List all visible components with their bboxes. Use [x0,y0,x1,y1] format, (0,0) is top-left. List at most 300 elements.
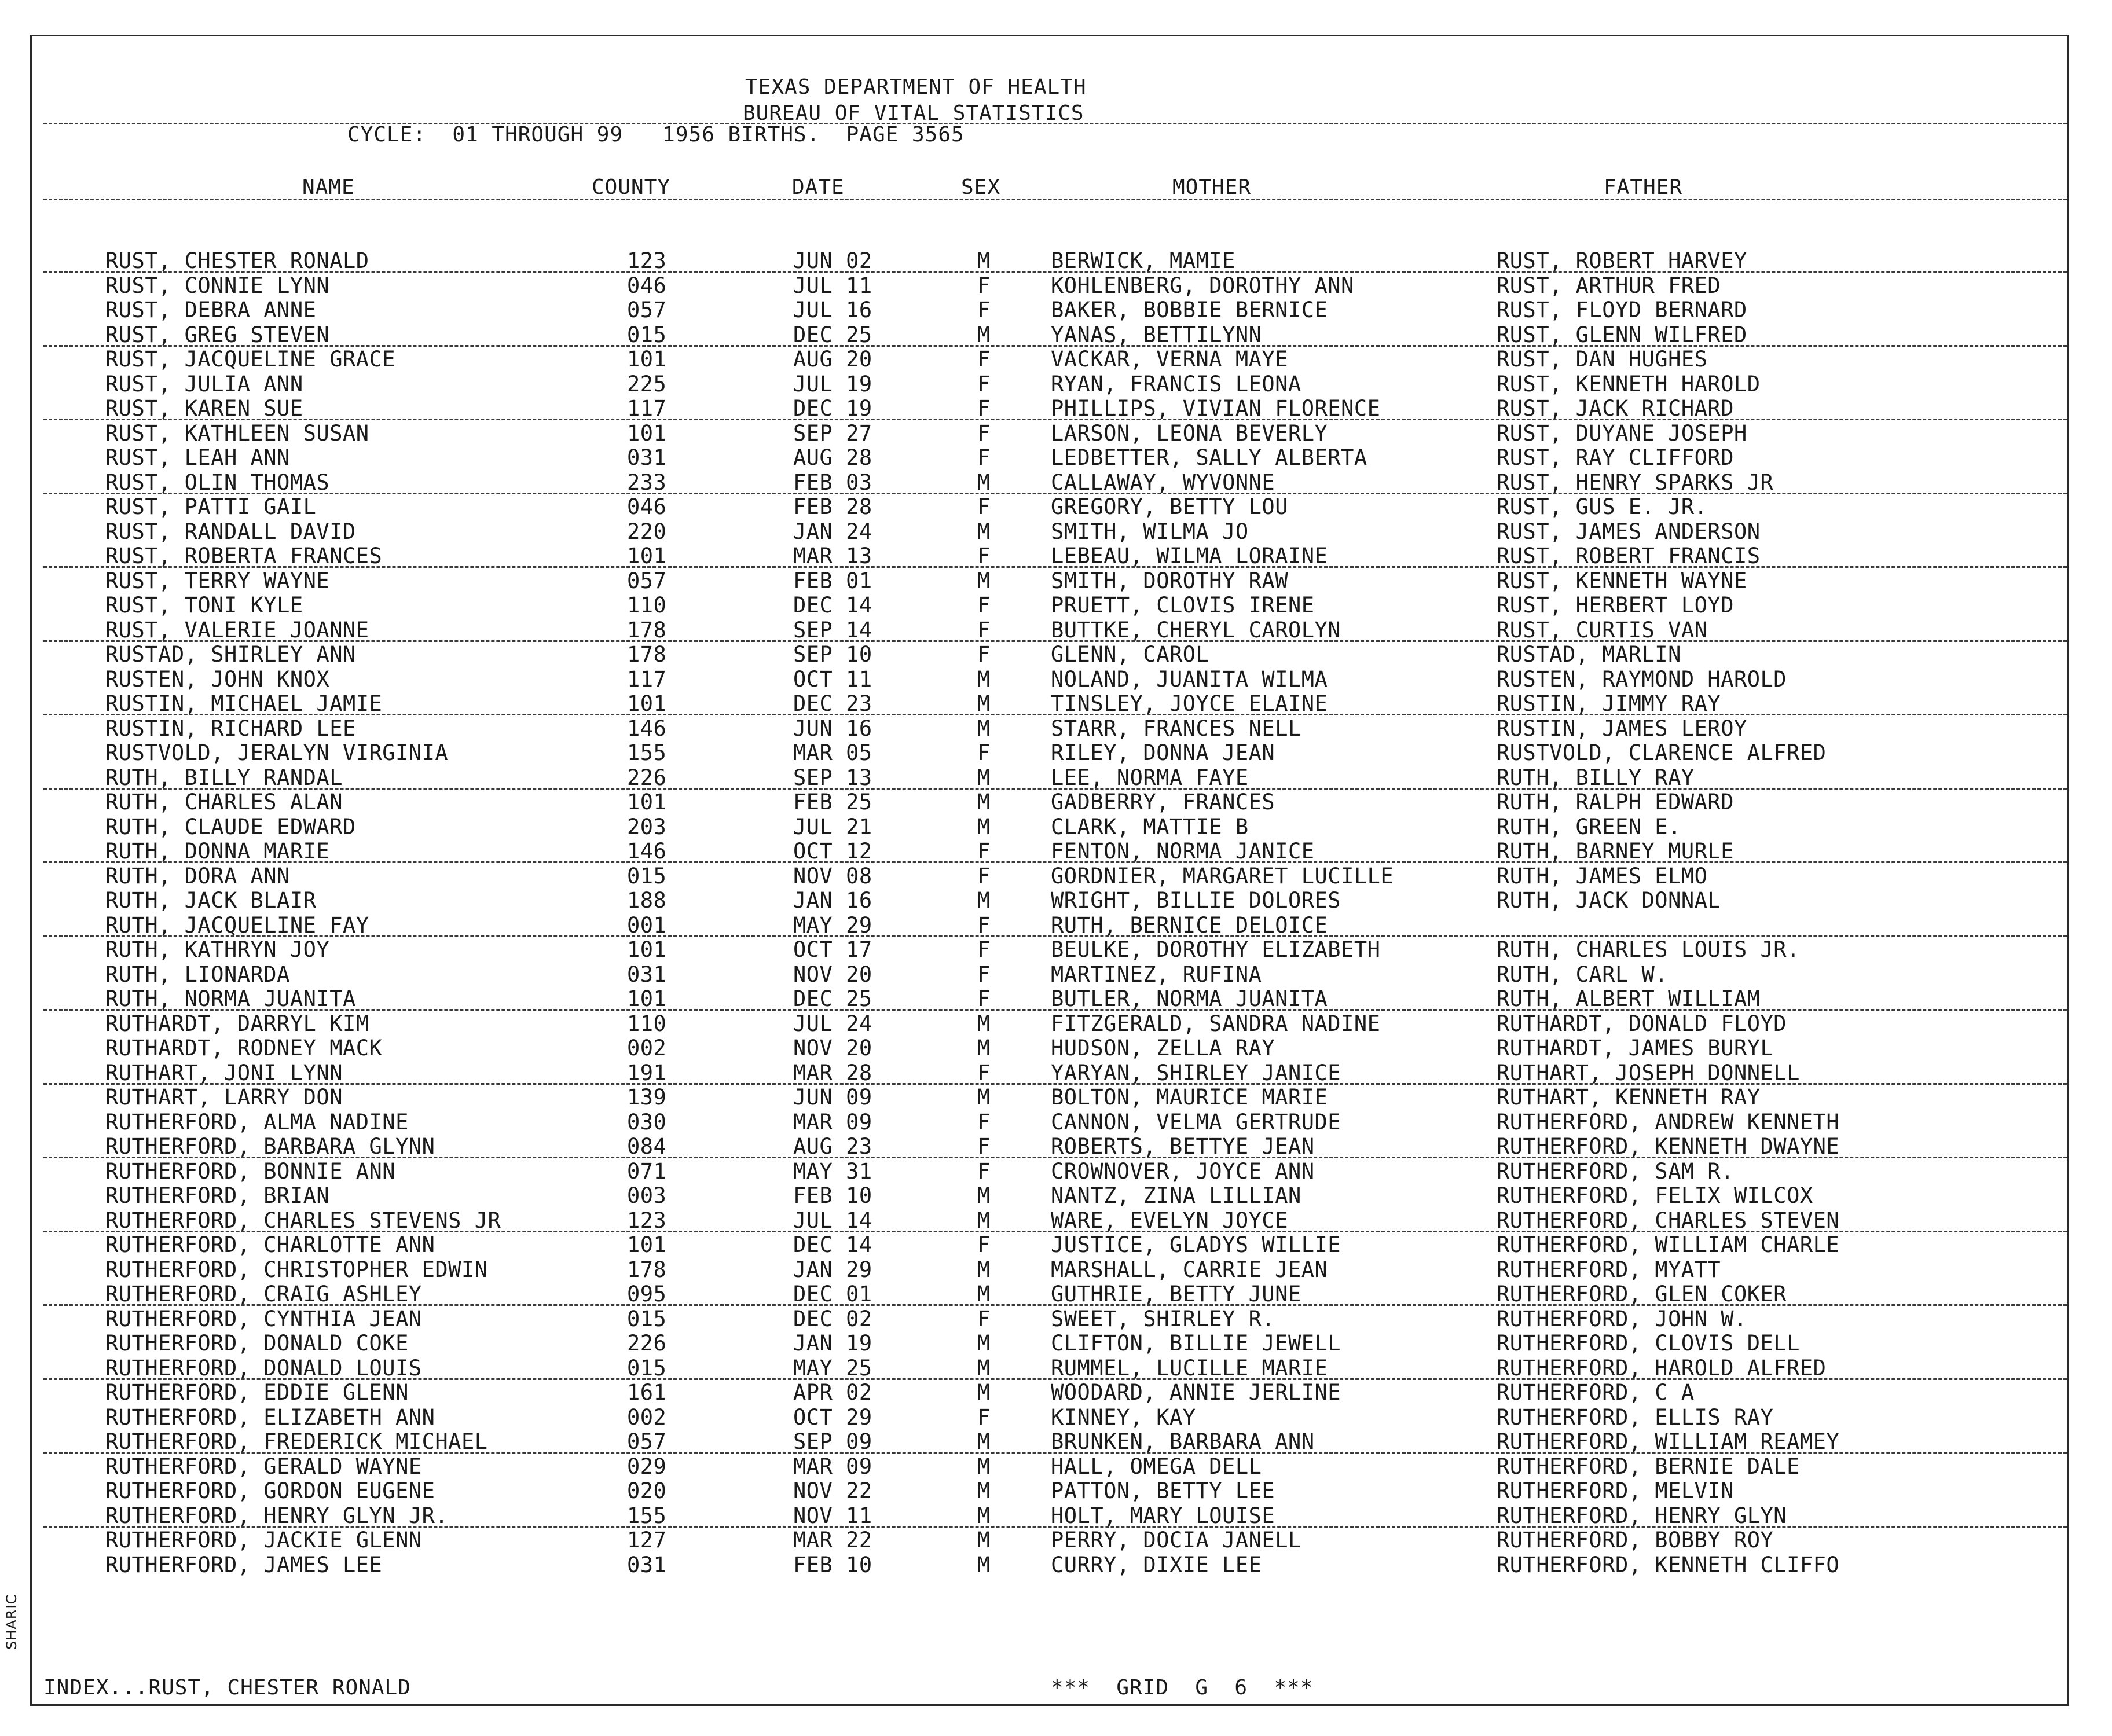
cell-mother: KINNEY, KAY [1051,1404,1196,1430]
cell-date: AUG 23 [793,1134,872,1159]
row-rule [43,861,2067,863]
cell-sex: M [977,1429,991,1454]
cell-date: JUL 11 [793,273,872,298]
cell-father: RUTH, JACK DONNAL [1497,888,1721,913]
cell-date: SEP 10 [793,642,872,667]
cell-mother: KOHLENBERG, DOROTHY ANN [1051,273,1354,298]
cell-county: 139 [627,1085,667,1110]
cell-date: NOV 20 [793,1036,872,1060]
cell-name: RUTHERFORD, CRAIG ASHLEY [105,1282,422,1306]
cell-sex: F [977,494,991,519]
cell-name: RUST, DEBRA ANNE [105,298,317,322]
table-row [0,1085,2112,1110]
cell-name: RUTH, KATHRYN JOY [105,937,330,962]
table-row [0,1209,2112,1233]
cell-date: MAY 31 [793,1158,872,1184]
cell-sex: F [977,863,991,889]
cell-sex: F [977,912,991,938]
table-row [0,372,2112,397]
cell-sex: M [977,469,991,495]
cell-name: RUTH, BILLY RANDAL [105,765,343,790]
cell-date: OCT 12 [793,839,872,864]
cell-county: 178 [627,617,667,643]
cell-mother: GLENN, CAROL [1051,642,1209,667]
column-header-sex: SEX [961,175,1001,199]
cell-father: RUTHERFORD, C A [1497,1380,1695,1405]
cell-county: 191 [627,1060,667,1085]
cell-mother: WOODARD, ANNIE JERLINE [1051,1380,1341,1405]
cell-sex: M [977,814,991,839]
cell-county: 015 [627,322,667,347]
table-row [0,1479,2112,1503]
table-row [0,864,2112,889]
cell-mother: NANTZ, ZINA LILLIAN [1051,1183,1301,1208]
cell-mother: CLIFTON, BILLIE JEWELL [1051,1331,1341,1356]
cell-date: JUN 09 [793,1085,872,1110]
cell-date: SEP 09 [793,1429,872,1454]
cell-father: RUTHERFORD, HENRY GLYN [1497,1503,1787,1528]
cell-mother: LEDBETTER, SALLY ALBERTA [1051,445,1367,470]
cell-father: RUST, DAN HUGHES [1497,347,1708,372]
table-row [0,298,2112,322]
cell-father: RUSTVOLD, CLARENCE ALFRED [1497,740,1827,765]
cell-mother: LEE, NORMA FAYE [1051,765,1249,790]
cell-father: RUST, GUS E. JR. [1497,494,1708,519]
cell-sex: F [977,396,991,421]
cell-date: DEC 14 [793,593,872,618]
cell-date: JUL 16 [793,298,872,322]
cell-father: RUSTAD, MARLIN [1497,642,1681,667]
cell-sex: F [977,1109,991,1135]
cell-mother: ROBERTS, BETTYE JEAN [1051,1134,1315,1159]
cell-county: 220 [627,519,667,544]
cell-date: MAR 09 [793,1109,872,1135]
cell-date: FEB 03 [793,469,872,495]
cell-father: RUTHART, KENNETH RAY [1497,1085,1761,1110]
cell-date: SEP 13 [793,765,872,790]
cell-county: 178 [627,642,667,667]
cell-mother: RUMMEL, LUCILLE MARIE [1051,1355,1328,1381]
table-row [0,544,2112,568]
cell-father: RUTH, CHARLES LOUIS JR. [1497,937,1800,962]
cell-father: RUTHERFORD, GLEN COKER [1497,1282,1787,1306]
column-header-mother: MOTHER [1172,175,1252,199]
table-row [0,1504,2112,1528]
cell-county: 101 [627,347,667,372]
table-row [0,1553,2112,1577]
cell-father: RUST, JAMES ANDERSON [1497,519,1761,544]
cell-father: RUTHART, JOSEPH DONNELL [1497,1060,1800,1085]
cell-date: NOV 08 [793,863,872,889]
cell-county: 020 [627,1478,667,1503]
cell-mother: BOLTON, MAURICE MARIE [1051,1085,1328,1110]
cell-sex: F [977,371,991,397]
cell-name: RUST, ROBERTA FRANCES [105,544,383,568]
cell-father: RUTHERFORD, WILLIAM CHARLE [1497,1232,1840,1257]
cell-name: RUTHERFORD, ALMA NADINE [105,1109,409,1135]
cell-date: JUN 02 [793,248,872,273]
cell-name: RUST, JULIA ANN [105,371,303,397]
cell-county: 203 [627,814,667,839]
cell-name: RUTHARDT, DARRYL KIM [105,1011,369,1036]
table-row [0,274,2112,298]
cell-county: 146 [627,839,667,864]
cell-mother: YARYAN, SHIRLEY JANICE [1051,1060,1341,1085]
cell-date: OCT 11 [793,666,872,692]
cell-county: 127 [627,1528,667,1553]
table-row [0,1036,2112,1060]
cell-name: RUSTAD, SHIRLEY ANN [105,642,356,667]
footer-index: INDEX...RUST, CHESTER RONALD [43,1676,411,1700]
cell-county: 046 [627,273,667,298]
cell-mother: HOLT, MARY LOUISE [1051,1503,1275,1528]
cell-mother: GUTHRIE, BETTY JUNE [1051,1282,1301,1306]
cell-county: 095 [627,1282,667,1306]
cell-date: JAN 24 [793,519,872,544]
cell-name: RUTHERFORD, BONNIE ANN [105,1158,396,1184]
row-rule [43,566,2067,568]
cell-father: RUST, HERBERT LOYD [1497,593,1734,618]
cell-name: RUTH, LIONARDA [105,961,290,987]
cell-name: RUTH, DONNA MARIE [105,839,330,864]
cell-father: RUTHERFORD, JOHN W. [1497,1306,1747,1331]
cell-date: JUL 19 [793,371,872,397]
cell-sex: F [977,1404,991,1430]
cell-mother: YANAS, BETTILYNN [1051,322,1262,347]
cell-date: OCT 17 [793,937,872,962]
cell-mother: WARE, EVELYN JOYCE [1051,1208,1288,1233]
cell-date: DEC 02 [793,1306,872,1331]
cell-sex: M [977,1282,991,1306]
cell-name: RUTHERFORD, HENRY GLYN JR. [105,1503,449,1528]
cell-date: MAR 05 [793,740,872,765]
cell-county: 101 [627,986,667,1011]
cell-name: RUTHERFORD, GORDON EUGENE [105,1478,435,1503]
column-header-county: COUNTY [592,175,671,199]
cell-name: RUTHERFORD, JAMES LEE [105,1552,383,1577]
cell-name: RUTH, JACK BLAIR [105,888,317,913]
cell-sex: M [977,248,991,273]
cell-date: SEP 27 [793,420,872,446]
cell-county: 031 [627,961,667,987]
cell-county: 015 [627,863,667,889]
cell-father: RUSTIN, JAMES LEROY [1497,715,1747,741]
table-row [0,913,2112,938]
cell-mother: GORDNIER, MARGARET LUCILLE [1051,863,1394,889]
cell-county: 071 [627,1158,667,1184]
cell-name: RUTHERFORD, JACKIE GLENN [105,1528,422,1553]
cell-date: FEB 25 [793,790,872,814]
cell-name: RUTH, NORMA JUANITA [105,986,356,1011]
cell-mother: CROWNOVER, JOYCE ANN [1051,1158,1315,1184]
cell-county: 031 [627,1552,667,1577]
table-row [0,741,2112,765]
cell-sex: F [977,593,991,618]
cell-date: FEB 01 [793,568,872,593]
cycle-line: CYCLE: 01 THROUGH 99 1956 BIRTHS. PAGE 3565 [347,123,965,146]
cell-father: RUTHERFORD, SAM R. [1497,1158,1734,1184]
cell-father: RUTHARDT, DONALD FLOYD [1497,1011,1787,1036]
cell-father: RUST, DUYANE JOSEPH [1497,420,1747,446]
cell-name: RUTHERFORD, CHARLES STEVENS JR [105,1208,501,1233]
cell-name: RUTHERFORD, DONALD LOUIS [105,1355,422,1381]
cell-mother: SMITH, DOROTHY RAW [1051,568,1288,593]
cell-county: 002 [627,1404,667,1430]
cell-date: DEC 25 [793,322,872,347]
table-row [0,717,2112,741]
cell-county: 001 [627,912,667,938]
cell-father: RUST, KENNETH WAYNE [1497,568,1747,593]
cell-sex: F [977,1158,991,1184]
cell-father: RUSTIN, JIMMY RAY [1497,691,1721,716]
title-line-2: BUREAU OF VITAL STATISTICS [743,101,1084,125]
cell-name: RUTHERFORD, ELIZABETH ANN [105,1404,435,1430]
cell-date: NOV 22 [793,1478,872,1503]
cell-father: RUTHERFORD, KENNETH DWAYNE [1497,1134,1840,1159]
cell-county: 117 [627,666,667,692]
cell-county: 002 [627,1036,667,1060]
cell-date: JUL 21 [793,814,872,839]
table-row [0,618,2112,643]
cell-county: 178 [627,1257,667,1282]
cell-sex: M [977,1503,991,1528]
cell-sex: M [977,1331,991,1356]
cell-county: 161 [627,1380,667,1405]
cell-mother: FENTON, NORMA JANICE [1051,839,1315,864]
cell-county: 031 [627,445,667,470]
table-row [0,667,2112,692]
cell-father: RUTHERFORD, ELLIS RAY [1497,1404,1774,1430]
cell-father: RUTH, ALBERT WILLIAM [1497,986,1761,1011]
cell-sex: M [977,715,991,741]
cell-sex: F [977,1134,991,1159]
table-row [0,1159,2112,1184]
cell-father: RUST, ROBERT FRANCIS [1497,544,1761,568]
cell-sex: M [977,790,991,814]
cell-name: RUSTIN, MICHAEL JAMIE [105,691,383,716]
table-row [0,815,2112,839]
cell-sex: M [977,1355,991,1381]
cell-name: RUST, LEAH ANN [105,445,290,470]
table-row [0,938,2112,962]
table-row [0,963,2112,987]
table-row [0,1381,2112,1405]
cell-mother: BUTLER, NORMA JUANITA [1051,986,1328,1011]
cell-mother: VACKAR, VERNA MAYE [1051,347,1288,372]
cell-sex: F [977,1232,991,1257]
title-line-1: TEXAS DEPARTMENT OF HEALTH [745,75,1087,99]
table-row [0,643,2112,667]
cell-sex: F [977,1060,991,1085]
cell-date: SEP 14 [793,617,872,643]
cell-name: RUTHERFORD, EDDIE GLENN [105,1380,409,1405]
cell-sex: M [977,1183,991,1208]
table-row [0,790,2112,814]
cell-county: 123 [627,248,667,273]
cell-mother: GADBERRY, FRANCES [1051,790,1275,814]
cell-father: RUTHERFORD, MELVIN [1497,1478,1734,1503]
cell-mother: PERRY, DOCIA JANELL [1051,1528,1301,1553]
cell-father: RUTH, BILLY RAY [1497,765,1695,790]
table-row [0,446,2112,470]
cell-sex: M [977,1454,991,1479]
cell-county: 101 [627,937,667,962]
cell-father: RUST, GLENN WILFRED [1497,322,1747,347]
cell-sex: M [977,1478,991,1503]
cell-name: RUTHERFORD, BARBARA GLYNN [105,1134,435,1159]
cell-father: RUTHERFORD, WILLIAM REAMEY [1497,1429,1840,1454]
cell-date: MAR 13 [793,544,872,568]
cell-name: RUTHERFORD, GERALD WAYNE [105,1454,422,1479]
cell-sex: F [977,642,991,667]
table-row [0,1135,2112,1159]
cell-county: 057 [627,1429,667,1454]
cell-sex: M [977,1528,991,1553]
cell-date: MAY 29 [793,912,872,938]
cell-name: RUTHERFORD, CHRISTOPHER EDWIN [105,1257,488,1282]
cell-name: RUST, OLIN THOMAS [105,469,330,495]
cell-mother: CALLAWAY, WYVONNE [1051,469,1275,495]
cell-mother: PRUETT, CLOVIS IRENE [1051,593,1315,618]
table-row [0,1012,2112,1036]
cell-mother: TINSLEY, JOYCE ELAINE [1051,691,1328,716]
cell-date: FEB 28 [793,494,872,519]
cell-county: 117 [627,396,667,421]
table-row [0,1282,2112,1306]
cell-sex: M [977,1257,991,1282]
table-row [0,421,2112,446]
table-row [0,987,2112,1011]
cell-name: RUST, JACQUELINE GRACE [105,347,396,372]
cell-county: 110 [627,593,667,618]
cell-name: RUTH, CLAUDE EDWARD [105,814,356,839]
cell-county: 101 [627,420,667,446]
table-row [0,1405,2112,1430]
cell-name: RUSTVOLD, JERALYN VIRGINIA [105,740,449,765]
table-row [0,1110,2112,1135]
cell-father: RUTHERFORD, BERNIE DALE [1497,1454,1800,1479]
cell-date: JAN 29 [793,1257,872,1282]
cell-date: AUG 20 [793,347,872,372]
table-row [0,1528,2112,1553]
cell-mother: BAKER, BOBBIE BERNICE [1051,298,1328,322]
cell-mother: PATTON, BETTY LEE [1051,1478,1275,1503]
cell-sex: M [977,666,991,692]
cell-father: RUTH, GREEN E. [1497,814,1681,839]
row-rule [43,714,2067,715]
cell-sex: M [977,1552,991,1577]
cell-county: 101 [627,691,667,716]
cell-father: RUTH, RALPH EDWARD [1497,790,1734,814]
row-rule [43,1009,2067,1011]
cell-county: 057 [627,298,667,322]
cell-sex: F [977,986,991,1011]
cell-date: APR 02 [793,1380,872,1405]
table-row [0,569,2112,593]
cell-sex: M [977,1085,991,1110]
cell-mother: WRIGHT, BILLIE DOLORES [1051,888,1341,913]
footer-grid: *** GRID G 6 *** [1051,1676,1314,1700]
cell-sex: F [977,740,991,765]
header-rule-2 [43,199,2067,200]
cell-name: RUST, TONI KYLE [105,593,303,618]
cell-mother: FITZGERALD, SANDRA NADINE [1051,1011,1381,1036]
cell-father: RUTHERFORD, BOBBY ROY [1497,1528,1774,1553]
row-rule [43,419,2067,420]
cell-date: MAY 25 [793,1355,872,1381]
row-rule [43,1304,2067,1306]
cell-mother: JUSTICE, GLADYS WILLIE [1051,1232,1341,1257]
cell-father: RUTHERFORD, KENNETH CLIFFO [1497,1552,1840,1577]
column-header-father: FATHER [1604,175,1683,199]
cell-date: DEC 25 [793,986,872,1011]
table-row [0,495,2112,519]
table-row [0,692,2112,716]
cell-father: RUTHERFORD, CLOVIS DELL [1497,1331,1800,1356]
cell-county: 101 [627,544,667,568]
row-rule [43,1157,2067,1158]
cell-mother: CANNON, VELMA GERTRUDE [1051,1109,1341,1135]
cell-name: RUST, TERRY WAYNE [105,568,330,593]
cell-date: DEC 19 [793,396,872,421]
column-header-date: DATE [792,175,845,199]
cell-sex: F [977,273,991,298]
cell-mother: LARSON, LEONA BEVERLY [1051,420,1328,446]
cell-name: RUST, GREG STEVEN [105,322,330,347]
cell-sex: F [977,839,991,864]
cell-mother: STARR, FRANCES NELL [1051,715,1301,741]
cell-mother: PHILLIPS, VIVIAN FLORENCE [1051,396,1381,421]
cell-date: JUN 16 [793,715,872,741]
cell-mother: BRUNKEN, BARBARA ANN [1051,1429,1315,1454]
cell-date: DEC 14 [793,1232,872,1257]
cell-county: 101 [627,790,667,814]
cell-name: RUTHART, JONI LYNN [105,1060,343,1085]
cell-father: RUST, HENRY SPARKS JR [1497,469,1774,495]
cell-county: 029 [627,1454,667,1479]
cell-mother: RILEY, DONNA JEAN [1051,740,1275,765]
cell-name: RUSTEN, JOHN KNOX [105,666,330,692]
table-row [0,1356,2112,1381]
table-row [0,471,2112,495]
cell-father: RUTH, BARNEY MURLE [1497,839,1734,864]
table-row [0,1061,2112,1085]
cell-mother: GREGORY, BETTY LOU [1051,494,1288,519]
cell-name: RUST, RANDALL DAVID [105,519,356,544]
cell-sex: M [977,1036,991,1060]
cell-mother: BERWICK, MAMIE [1051,248,1235,273]
cell-sex: F [977,1306,991,1331]
cell-date: DEC 23 [793,691,872,716]
cell-name: RUTHERFORD, CHARLOTTE ANN [105,1232,435,1257]
cell-father: RUST, ROBERT HARVEY [1497,248,1747,273]
cell-date: MAR 22 [793,1528,872,1553]
cell-sex: F [977,420,991,446]
table-row [0,1331,2112,1356]
cell-mother: RYAN, FRANCIS LEONA [1051,371,1301,397]
table-row [0,593,2112,618]
cell-mother: NOLAND, JUANITA WILMA [1051,666,1328,692]
cell-county: 003 [627,1183,667,1208]
cell-sex: M [977,1011,991,1036]
cell-date: NOV 20 [793,961,872,987]
cell-date: JAN 19 [793,1331,872,1356]
cell-mother: CURRY, DIXIE LEE [1051,1552,1262,1577]
cell-sex: F [977,937,991,962]
cell-father: RUTHERFORD, CHARLES STEVEN [1497,1208,1840,1233]
cell-sex: M [977,765,991,790]
table-row [0,1184,2112,1208]
